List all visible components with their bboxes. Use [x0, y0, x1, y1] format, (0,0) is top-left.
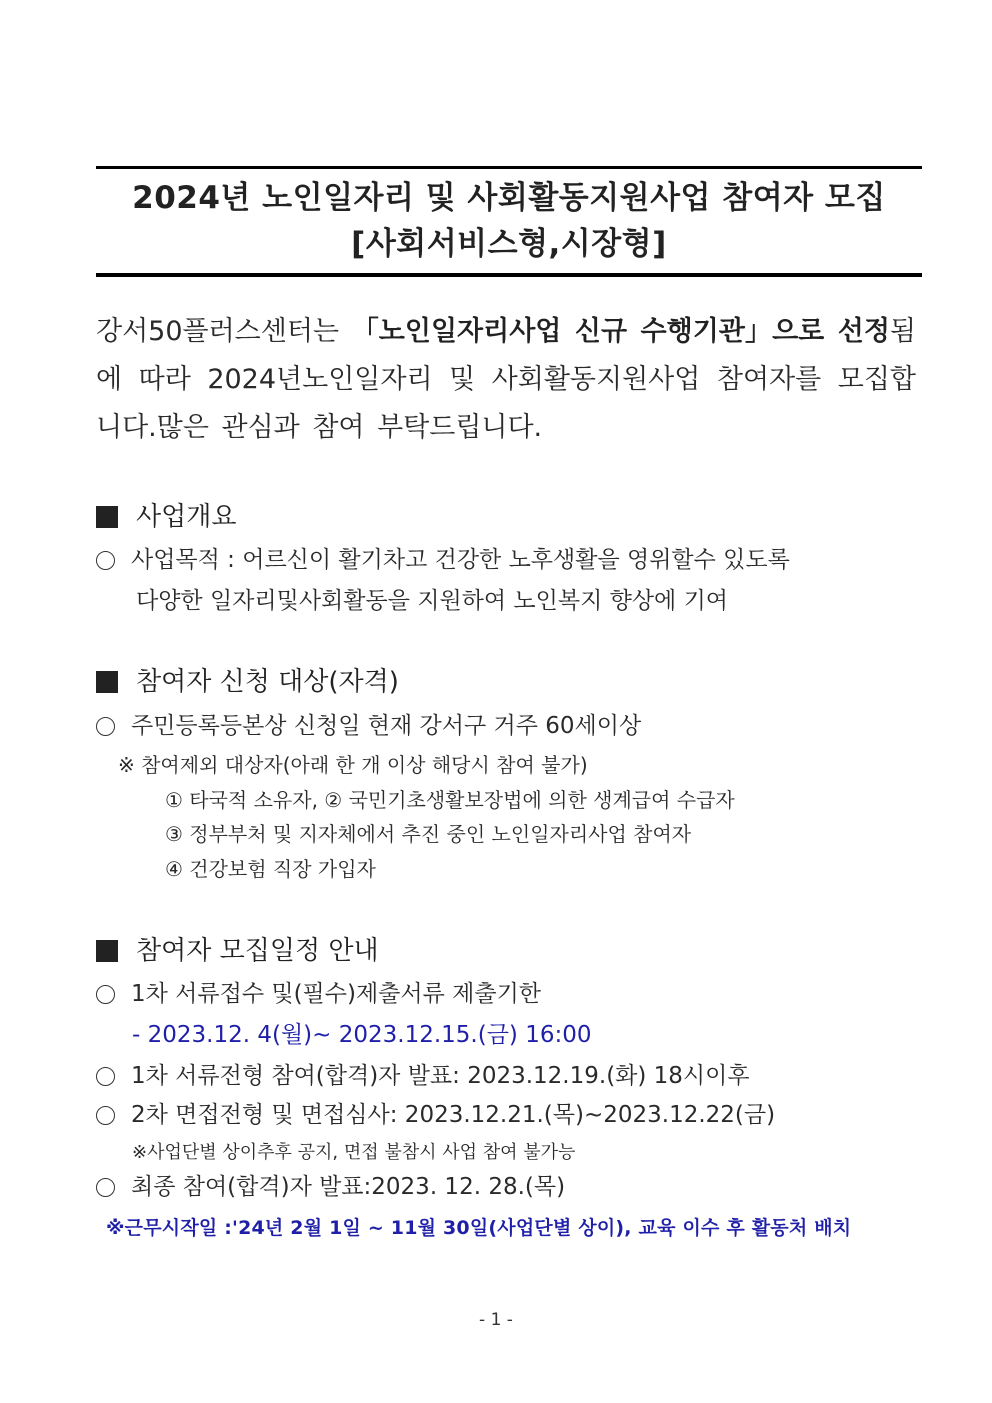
schedule-step2-text: 1차 서류전형 참여(합격)자 발표: 2023.12.19.(화) 18시이후 — [131, 1063, 750, 1089]
schedule-step2 — [96, 1059, 750, 1093]
title-line-1: 2024년 노인일자리 및 사회활동지원사업 참여자 모집 — [132, 180, 886, 216]
exclusion-item-3: ④ 건강보험 직장 가입자 — [165, 857, 376, 881]
section-eligibility-heading — [96, 665, 399, 699]
exclusion-item-2: ③ 정부부처 및 지자체에서 추진 중인 노인일자리사업 참여자 — [165, 822, 692, 846]
section-overview-title: 사업개요 — [136, 502, 237, 532]
schedule-step1-text: 1차 서류접수 및(필수)제출서류 제출기한 — [131, 981, 542, 1007]
exclusion-item-1: ① 타국적 소유자, ② 국민기초생활보장법에 의한 생계급여 수급자 — [165, 788, 735, 812]
circle-bullet-icon — [96, 1067, 115, 1086]
schedule-step4-text: 최종 참여(합격)자 발표:2023. 12. 28.(목) — [131, 1174, 566, 1200]
intro-highlight: 「노인일자리사업 신규 수행기관」으로 선정 — [351, 316, 890, 347]
schedule-step3-note: ※사업단별 상이추후 공지, 면접 불참시 사업 참여 불가능 — [132, 1142, 576, 1163]
eligibility-main-text: 주민등록등본상 신청일 현재 강서구 거주 60세이상 — [131, 713, 642, 739]
circle-bullet-icon — [96, 1178, 115, 1197]
square-bullet-icon — [96, 940, 118, 962]
schedule-step3-text: 2차 면접전형 및 면접심사: 2023.12.21.(목)~2023.12.22(금) — [131, 1102, 776, 1128]
section-eligibility-title: 참여자 신청 대상(자격) — [136, 667, 399, 697]
section-schedule-title: 참여자 모집일정 안내 — [136, 936, 379, 966]
overview-purpose-line2: 다양한 일자리및사회활동을 지원하여 노인복지 향상에 기여 — [136, 588, 729, 614]
section-overview-heading — [96, 500, 236, 534]
overview-purpose-line1 — [96, 543, 790, 577]
document-title — [96, 166, 922, 277]
square-bullet-icon — [96, 506, 118, 528]
work-start-note: ※근무시작일 :'24년 2월 1일 ~ 11월 30일(사업단별 상이), 교육 이수 후 활동처 배치 — [106, 1217, 852, 1239]
title-line-2: [사회서비스형,시장형] — [351, 226, 667, 262]
intro-text-1: 강서50플러스센터는 — [96, 316, 352, 347]
square-bullet-icon — [96, 671, 118, 693]
eligibility-main-line — [96, 709, 641, 743]
intro-text-2: 됨에 따라 2024년노인일자리 및 사회활동지원사업 참여자를 모집합니다.많은 관심과 참여 부탁드립니다. — [96, 316, 916, 443]
circle-bullet-icon — [96, 551, 115, 570]
schedule-step1-deadline: - 2023.12. 4(월)~ 2023.12.15.(금) 16:00 — [132, 1022, 592, 1048]
circle-bullet-icon — [96, 985, 115, 1004]
page-number: - 1 - — [479, 1310, 513, 1330]
section-schedule-heading — [96, 934, 379, 968]
schedule-step4 — [96, 1170, 565, 1204]
circle-bullet-icon — [96, 717, 115, 736]
intro-paragraph — [96, 308, 916, 452]
schedule-step1 — [96, 977, 541, 1011]
circle-bullet-icon — [96, 1106, 115, 1125]
overview-purpose-text1: 사업목적 : 어르신이 활기차고 건강한 노후생활을 영위할수 있도록 — [131, 547, 790, 573]
schedule-step3 — [96, 1098, 775, 1132]
exclusion-title: ※ 참여제외 대상자(아래 한 개 이상 해당시 참여 불가) — [118, 753, 588, 777]
